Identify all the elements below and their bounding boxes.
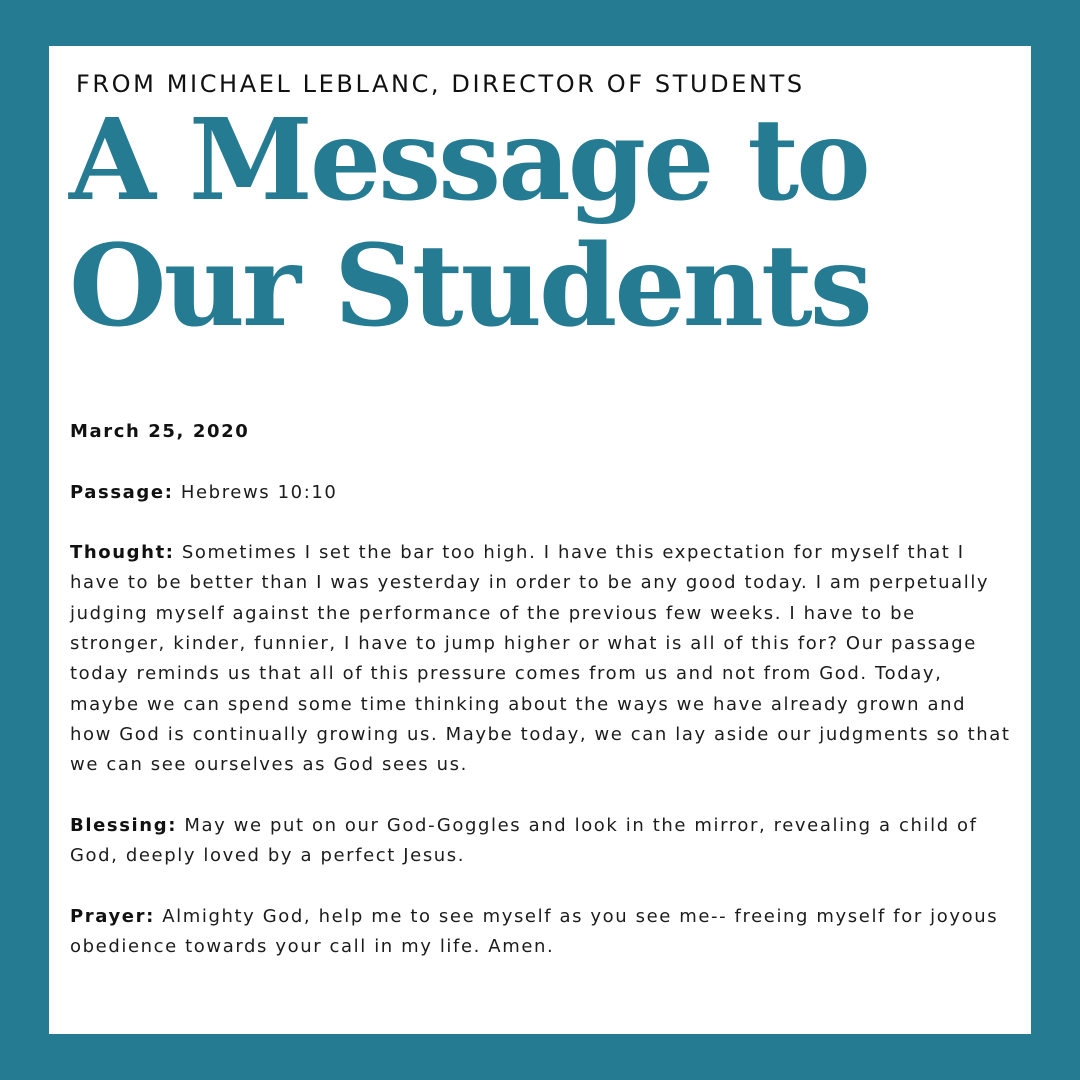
date-paragraph — [70, 417, 1015, 447]
page-title — [69, 95, 870, 352]
prayer-label: Prayer: — [70, 905, 155, 927]
prayer-text: Almighty God, help me to see myself as you see me-- freeing myself for joyous obedience towards your call in my life. Amen. — [70, 905, 999, 958]
author-byline: FROM MICHAEL LEBLANC, DIRECTOR OF STUDENTS — [76, 70, 805, 98]
blessing-paragraph — [70, 811, 1015, 872]
passage-paragraph — [70, 478, 1015, 508]
blessing-text: May we put on our God-Goggles and look in the mirror, revealing a child of God, deeply loved by a perfect Jesus. — [70, 814, 978, 867]
title-line-2: Our Students — [69, 221, 870, 352]
blessing-label: Blessing: — [70, 814, 177, 836]
date-text: March 25, 2020 — [70, 421, 250, 442]
passage-text: Hebrews 10:10 — [180, 481, 338, 503]
message-body — [70, 417, 1015, 993]
thought-paragraph — [70, 538, 1015, 780]
message-card — [49, 46, 1031, 1034]
thought-label: Thought: — [70, 542, 175, 564]
passage-label: Passage: — [70, 481, 174, 503]
title-line-1: A Message to — [69, 95, 868, 226]
prayer-paragraph — [70, 902, 1015, 963]
thought-text: Sometimes I set the bar too high. I have this expectation for myself that I have to be better than I was yesterday in order to be any good today. I am perpetually judging myself against the performance of the previous few weeks. I have to be stronger, kinder, funnier, I have to jump higher or what is all of this for? Our passage today reminds us that all of this pressure comes from us and not from God. Today, maybe we can spend some time thinking about the ways we have already grown and how God is continually growing us. Maybe today, we can lay aside our judgments so that we can see ourselves as God sees us. — [70, 542, 1011, 776]
